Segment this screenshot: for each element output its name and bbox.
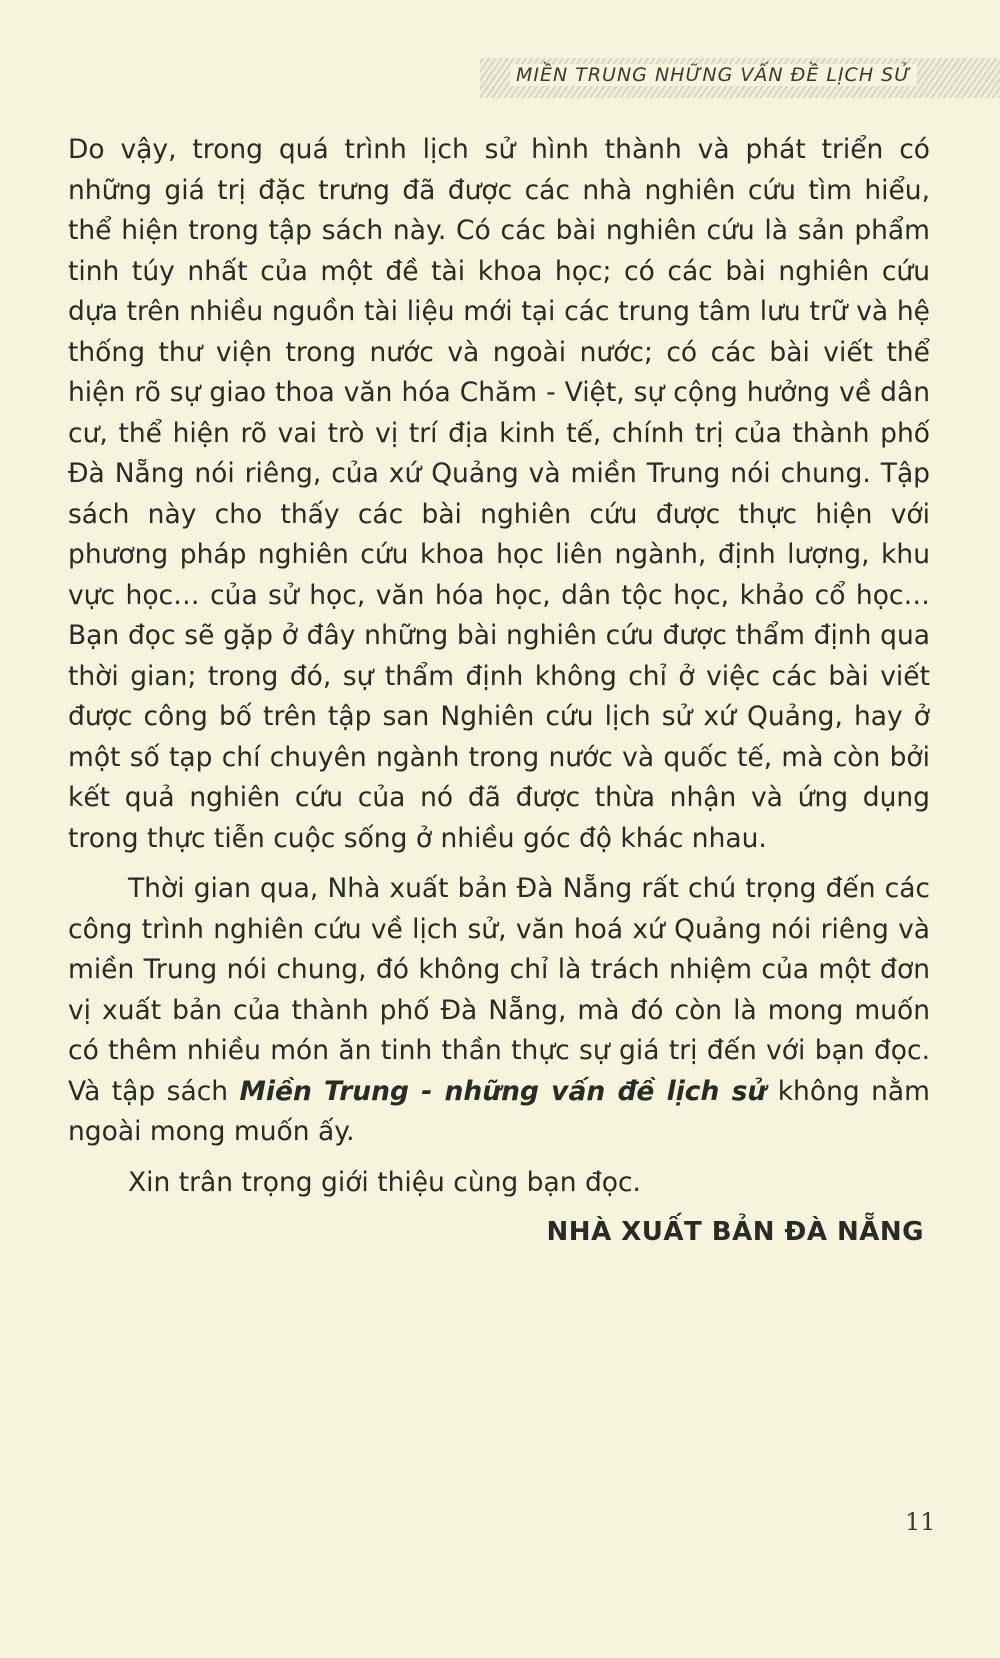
page-body xyxy=(68,130,930,1247)
paragraph-2 xyxy=(68,869,930,1153)
paragraph-2-text-before: Thời gian qua, Nhà xuất bản Đà Nẵng rất chú trọng đến các công trình nghiên cứu về lịch sử, văn hoá xứ Quảng nói riêng và miền Trung nói chung, đó không chỉ là trách nhiệm của một đơn vị xuất bản của thành phố Đà Nẵng, mà đó còn là mong muốn có thêm nhiều món ăn tinh thần thực sự giá trị đến với bạn đọc. Và tập sách xyxy=(68,873,930,1107)
paragraph-3: Xin trân trọng giới thiệu cùng bạn đọc. xyxy=(128,1166,641,1198)
page-number: 11 xyxy=(905,1508,936,1536)
book-title: Miền Trung - những vấn đề lịch sử xyxy=(239,1075,767,1107)
paragraph-1: Do vậy, trong quá trình lịch sử hình thành và phát triển có những giá trị đặc trưng đã được các nhà nghiên cứu tìm hiểu, thể hiện trong tập sách này. Có các bài nghiên cứu là sản phẩm tinh túy nhất của một đề tài khoa học; có các bài nghiên cứu dựa trên nhiều nguồn tài liệu mới tại các trung tâm lưu trữ và hệ thống thư viện trong nước và ngoài nước; có các bài viết thể hiện rõ sự giao thoa văn hóa Chăm - Việt, sự cộng hưởng về dân cư, thể hiện rõ vai trò vị trí địa kinh tế, chính trị của thành phố Đà Nẵng nói riêng, của xứ Quảng và miền Trung nói chung. Tập sách này cho thấy các bài nghiên cứu được thực hiện với phương pháp nghiên cứu khoa học liên ngành, định lượng, khu vực học… của sử học, văn hóa học, dân tộc học, khảo cổ học… Bạn đọc sẽ gặp ở đây những bài nghiên cứu được thẩm định qua thời gian; trong đó, sự thẩm định không chỉ ở việc các bài viết được công bố trên tập san Nghiên cứu lịch sử xứ Quảng, hay ở một số tạp chí chuyên ngành trong nước và quốc tế, mà còn bởi kết quả nghiên cứu của nó đã được thừa nhận và ứng dụng trong thực tiễn cuộc sống ở nhiều góc độ khác nhau. xyxy=(68,134,930,854)
running-header-title: MIỀN TRUNG NHỮNG VẤN ĐỀ LỊCH SỬ xyxy=(510,64,917,86)
paragraph-2-text-after: không nằm ngoài mong muốn ấy. xyxy=(68,1075,930,1147)
running-header xyxy=(480,58,1000,98)
publisher-signature: NHÀ XUẤT BẢN ĐÀ NẴNG xyxy=(546,1217,924,1247)
